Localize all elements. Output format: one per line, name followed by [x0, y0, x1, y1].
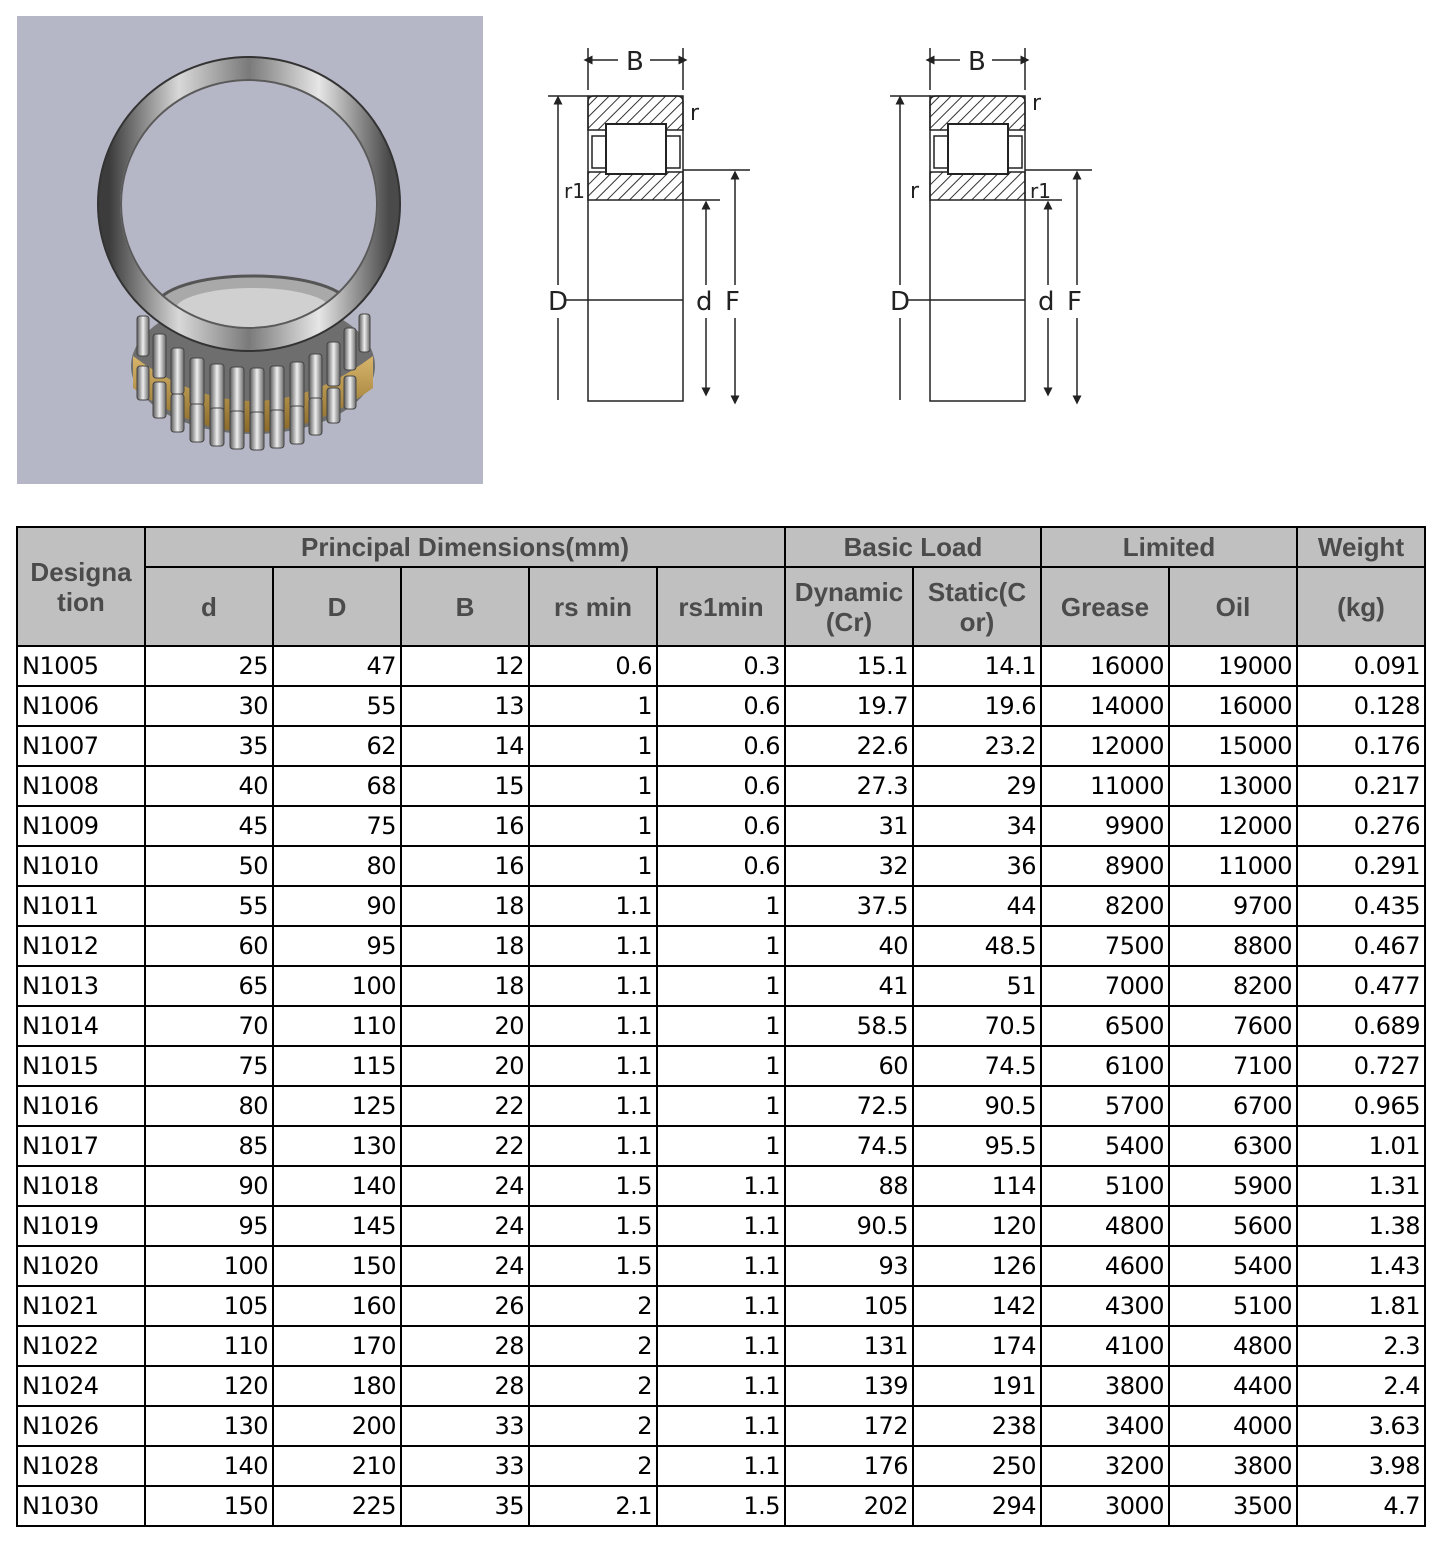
table-cell: 48.5 — [913, 926, 1041, 966]
designation-cell: N1005 — [17, 646, 145, 686]
table-cell: 1 — [657, 966, 785, 1006]
table-cell: 145 — [273, 1206, 401, 1246]
table-cell: 8800 — [1169, 926, 1297, 966]
table-row — [17, 766, 1425, 806]
table-cell: 1.1 — [657, 1286, 785, 1326]
table-cell: 105 — [145, 1286, 273, 1326]
table-cell: 1.1 — [529, 886, 657, 926]
table-row — [17, 1406, 1425, 1446]
table-cell: 75 — [145, 1046, 273, 1086]
table-cell: 2.3 — [1297, 1326, 1425, 1366]
designation-cell: N1013 — [17, 966, 145, 1006]
table-cell: 7000 — [1041, 966, 1169, 1006]
table-cell: 126 — [913, 1246, 1041, 1286]
table-cell: 60 — [785, 1046, 913, 1086]
table-cell: 20 — [401, 1006, 529, 1046]
table-cell: 19.7 — [785, 686, 913, 726]
bearing-diagram-right — [882, 40, 1102, 410]
table-cell: 1 — [529, 806, 657, 846]
table-cell: 0.291 — [1297, 846, 1425, 886]
table-cell: 100 — [273, 966, 401, 1006]
table-cell: 1 — [657, 926, 785, 966]
table-row — [17, 1126, 1425, 1166]
table-cell: 45 — [145, 806, 273, 846]
table-cell: 1.1 — [657, 1206, 785, 1246]
table-cell: 7600 — [1169, 1006, 1297, 1046]
table-cell: 1.1 — [529, 966, 657, 1006]
table-cell: 27.3 — [785, 766, 913, 806]
diagram-label-r1: r1 — [1030, 179, 1051, 203]
table-cell: 1.5 — [529, 1246, 657, 1286]
table-cell: 70 — [145, 1006, 273, 1046]
designation-cell: N1006 — [17, 686, 145, 726]
designation-cell: N1028 — [17, 1446, 145, 1486]
designation-cell: N1011 — [17, 886, 145, 926]
diagram-label-big-d: D — [890, 287, 911, 317]
table-cell: 3.63 — [1297, 1406, 1425, 1446]
diagram-label-b: B — [626, 47, 644, 77]
diagram-label-r: r — [1032, 91, 1042, 116]
table-cell: 22 — [401, 1086, 529, 1126]
table-cell: 32 — [785, 846, 913, 886]
table-cell: 225 — [273, 1486, 401, 1526]
table-cell: 191 — [913, 1366, 1041, 1406]
table-cell: 0.6 — [657, 846, 785, 886]
table-cell: 19000 — [1169, 646, 1297, 686]
table-cell: 15 — [401, 766, 529, 806]
table-cell: 12 — [401, 646, 529, 686]
table-cell: 90 — [273, 886, 401, 926]
table-cell: 120 — [913, 1206, 1041, 1246]
table-cell: 3500 — [1169, 1486, 1297, 1526]
table-cell: 180 — [273, 1366, 401, 1406]
table-cell: 1.1 — [657, 1246, 785, 1286]
table-cell: 1 — [657, 1006, 785, 1046]
table-row — [17, 1486, 1425, 1526]
table-cell: 174 — [913, 1326, 1041, 1366]
table-cell: 0.176 — [1297, 726, 1425, 766]
table-cell: 70.5 — [913, 1006, 1041, 1046]
table-cell: 139 — [785, 1366, 913, 1406]
table-cell: 1.1 — [529, 1126, 657, 1166]
table-cell: 51 — [913, 966, 1041, 1006]
table-cell: 0.091 — [1297, 646, 1425, 686]
table-cell: 4400 — [1169, 1366, 1297, 1406]
table-cell: 58.5 — [785, 1006, 913, 1046]
table-cell: 35 — [401, 1486, 529, 1526]
header-kg: (kg) — [1297, 567, 1425, 646]
table-cell: 75 — [273, 806, 401, 846]
table-cell: 36 — [913, 846, 1041, 886]
diagram-label-small-d: d — [696, 287, 713, 317]
table-cell: 130 — [145, 1406, 273, 1446]
table-cell: 33 — [401, 1446, 529, 1486]
table-cell: 85 — [145, 1126, 273, 1166]
table-cell: 114 — [913, 1166, 1041, 1206]
table-cell: 62 — [273, 726, 401, 766]
table-cell: 90.5 — [785, 1206, 913, 1246]
table-cell: 2 — [529, 1406, 657, 1446]
table-cell: 34 — [913, 806, 1041, 846]
designation-cell: N1007 — [17, 726, 145, 766]
header-oil: Oil — [1169, 567, 1297, 646]
table-cell: 0.6 — [657, 806, 785, 846]
diagram-label-b: B — [968, 47, 986, 77]
table-cell: 18 — [401, 886, 529, 926]
table-cell: 90 — [145, 1166, 273, 1206]
table-cell: 0.477 — [1297, 966, 1425, 1006]
table-cell: 202 — [785, 1486, 913, 1526]
table-cell: 1 — [657, 1046, 785, 1086]
table-cell: 0.6 — [657, 766, 785, 806]
table-cell: 4600 — [1041, 1246, 1169, 1286]
table-cell: 3000 — [1041, 1486, 1169, 1526]
table-cell: 2 — [529, 1446, 657, 1486]
table-row — [17, 1326, 1425, 1366]
table-row — [17, 846, 1425, 886]
table-cell: 12000 — [1041, 726, 1169, 766]
table-row — [17, 1166, 1425, 1206]
table-cell: 5900 — [1169, 1166, 1297, 1206]
table-row — [17, 1246, 1425, 1286]
table-cell: 11000 — [1041, 766, 1169, 806]
designation-cell: N1008 — [17, 766, 145, 806]
table-cell: 0.467 — [1297, 926, 1425, 966]
table-cell: 4000 — [1169, 1406, 1297, 1446]
table-cell: 115 — [273, 1046, 401, 1086]
table-cell: 7500 — [1041, 926, 1169, 966]
table-cell: 16000 — [1041, 646, 1169, 686]
table-cell: 120 — [145, 1366, 273, 1406]
header-dynamic: Dynamic (Cr) — [785, 567, 913, 646]
table-cell: 172 — [785, 1406, 913, 1446]
table-row — [17, 1366, 1425, 1406]
table-cell: 1 — [657, 1086, 785, 1126]
table-cell: 1.5 — [529, 1166, 657, 1206]
designation-cell: N1026 — [17, 1406, 145, 1446]
header-limited: Limited — [1041, 527, 1297, 567]
table-cell: 160 — [273, 1286, 401, 1326]
table-cell: 1.5 — [529, 1206, 657, 1246]
table-cell: 5400 — [1041, 1126, 1169, 1166]
table-cell: 1 — [657, 1126, 785, 1166]
header-static: Static(C or) — [913, 567, 1041, 646]
table-cell: 24 — [401, 1246, 529, 1286]
table-cell: 0.128 — [1297, 686, 1425, 726]
table-row — [17, 1286, 1425, 1326]
table-cell: 14.1 — [913, 646, 1041, 686]
table-cell: 1 — [529, 766, 657, 806]
table-row — [17, 1446, 1425, 1486]
designation-cell: N1014 — [17, 1006, 145, 1046]
table-cell: 88 — [785, 1166, 913, 1206]
table-cell: 1.38 — [1297, 1206, 1425, 1246]
table-cell: 2 — [529, 1286, 657, 1326]
table-cell: 16 — [401, 806, 529, 846]
table-cell: 12000 — [1169, 806, 1297, 846]
table-cell: 24 — [401, 1166, 529, 1206]
table-cell: 130 — [273, 1126, 401, 1166]
table-cell: 170 — [273, 1326, 401, 1366]
table-cell: 6300 — [1169, 1126, 1297, 1166]
header-grease: Grease — [1041, 567, 1169, 646]
table-cell: 0.689 — [1297, 1006, 1425, 1046]
table-cell: 1 — [529, 726, 657, 766]
header-big-d: D — [273, 567, 401, 646]
table-cell: 3800 — [1169, 1446, 1297, 1486]
table-cell: 68 — [273, 766, 401, 806]
table-cell: 23.2 — [913, 726, 1041, 766]
table-cell: 1 — [657, 886, 785, 926]
table-cell: 6500 — [1041, 1006, 1169, 1046]
table-cell: 1.43 — [1297, 1246, 1425, 1286]
table-cell: 22.6 — [785, 726, 913, 766]
table-cell: 150 — [145, 1486, 273, 1526]
table-cell: 3.98 — [1297, 1446, 1425, 1486]
table-cell: 210 — [273, 1446, 401, 1486]
table-row — [17, 806, 1425, 846]
bearing-photo — [17, 16, 483, 484]
table-row — [17, 886, 1425, 926]
table-cell: 4.7 — [1297, 1486, 1425, 1526]
table-cell: 47 — [273, 646, 401, 686]
table-cell: 44 — [913, 886, 1041, 926]
table-cell: 30 — [145, 686, 273, 726]
table-cell: 140 — [273, 1166, 401, 1206]
table-cell: 95 — [273, 926, 401, 966]
table-cell: 72.5 — [785, 1086, 913, 1126]
table-cell: 3800 — [1041, 1366, 1169, 1406]
table-cell: 238 — [913, 1406, 1041, 1446]
designation-cell: N1020 — [17, 1246, 145, 1286]
table-cell: 24 — [401, 1206, 529, 1246]
table-row — [17, 1046, 1425, 1086]
table-cell: 14 — [401, 726, 529, 766]
table-cell: 1 — [529, 686, 657, 726]
diagram-label-r1: r1 — [564, 179, 585, 203]
table-cell: 125 — [273, 1086, 401, 1126]
table-cell: 0.6 — [529, 646, 657, 686]
table-cell: 2 — [529, 1326, 657, 1366]
table-cell: 8900 — [1041, 846, 1169, 886]
table-cell: 28 — [401, 1366, 529, 1406]
table-cell: 40 — [785, 926, 913, 966]
table-cell: 3200 — [1041, 1446, 1169, 1486]
table-cell: 15.1 — [785, 646, 913, 686]
table-cell: 60 — [145, 926, 273, 966]
diagram-label-big-d: D — [548, 287, 569, 317]
table-cell: 33 — [401, 1406, 529, 1446]
table-cell: 250 — [913, 1446, 1041, 1486]
table-cell: 20 — [401, 1046, 529, 1086]
table-cell: 6700 — [1169, 1086, 1297, 1126]
table-cell: 90.5 — [913, 1086, 1041, 1126]
table-cell: 1.31 — [1297, 1166, 1425, 1206]
designation-cell: N1016 — [17, 1086, 145, 1126]
diagram-label-f: F — [1067, 287, 1082, 317]
table-cell: 1.1 — [657, 1166, 785, 1206]
table-cell: 0.217 — [1297, 766, 1425, 806]
table-cell: 19.6 — [913, 686, 1041, 726]
bearing-diagram-left — [540, 40, 760, 410]
table-cell: 22 — [401, 1126, 529, 1166]
table-body — [17, 646, 1425, 1526]
table-cell: 5600 — [1169, 1206, 1297, 1246]
table-cell: 200 — [273, 1406, 401, 1446]
table-cell: 14000 — [1041, 686, 1169, 726]
table-cell: 31 — [785, 806, 913, 846]
designation-cell: N1018 — [17, 1166, 145, 1206]
designation-cell: N1017 — [17, 1126, 145, 1166]
table-cell: 294 — [913, 1486, 1041, 1526]
designation-cell: N1012 — [17, 926, 145, 966]
table-row — [17, 726, 1425, 766]
table-cell: 5400 — [1169, 1246, 1297, 1286]
table-cell: 0.6 — [657, 726, 785, 766]
table-cell: 0.6 — [657, 686, 785, 726]
designation-cell: N1022 — [17, 1326, 145, 1366]
header-rs-min: rs min — [529, 567, 657, 646]
designation-cell: N1024 — [17, 1366, 145, 1406]
bearing-spec-table — [16, 526, 1426, 1527]
diagram-label-r-left: r — [910, 179, 920, 204]
table-cell: 28 — [401, 1326, 529, 1366]
table-cell: 29 — [913, 766, 1041, 806]
table-cell: 131 — [785, 1326, 913, 1366]
table-cell: 15000 — [1169, 726, 1297, 766]
table-cell: 18 — [401, 926, 529, 966]
table-cell: 1.81 — [1297, 1286, 1425, 1326]
table-cell: 25 — [145, 646, 273, 686]
header-rs1-min: rs1min — [657, 567, 785, 646]
table-cell: 5700 — [1041, 1086, 1169, 1126]
table-cell: 0.435 — [1297, 886, 1425, 926]
table-cell: 1.1 — [529, 1046, 657, 1086]
table-cell: 4100 — [1041, 1326, 1169, 1366]
table-cell: 142 — [913, 1286, 1041, 1326]
table-cell: 8200 — [1169, 966, 1297, 1006]
table-cell: 65 — [145, 966, 273, 1006]
table-cell: 1.1 — [657, 1446, 785, 1486]
table-cell: 80 — [145, 1086, 273, 1126]
table-cell: 1.1 — [657, 1366, 785, 1406]
header-b: B — [401, 567, 529, 646]
table-row — [17, 686, 1425, 726]
table-cell: 3400 — [1041, 1406, 1169, 1446]
table-row — [17, 1006, 1425, 1046]
table-cell: 1.1 — [529, 1006, 657, 1046]
header-basic-load: Basic Load — [785, 527, 1041, 567]
header-principal-dimensions: Principal Dimensions(mm) — [145, 527, 785, 567]
designation-cell: N1019 — [17, 1206, 145, 1246]
designation-cell: N1009 — [17, 806, 145, 846]
table-row — [17, 926, 1425, 966]
table-cell: 7100 — [1169, 1046, 1297, 1086]
table-cell: 40 — [145, 766, 273, 806]
table-cell: 4800 — [1041, 1206, 1169, 1246]
table-cell: 11000 — [1169, 846, 1297, 886]
table-cell: 1.5 — [657, 1486, 785, 1526]
table-cell: 5100 — [1041, 1166, 1169, 1206]
table-cell: 4800 — [1169, 1326, 1297, 1366]
table-cell: 37.5 — [785, 886, 913, 926]
header-weight: Weight — [1297, 527, 1425, 567]
designation-cell: N1010 — [17, 846, 145, 886]
table-cell: 2.4 — [1297, 1366, 1425, 1406]
table-cell: 110 — [273, 1006, 401, 1046]
designation-cell: N1015 — [17, 1046, 145, 1086]
table-row — [17, 1206, 1425, 1246]
table-cell: 0.727 — [1297, 1046, 1425, 1086]
table-cell: 13000 — [1169, 766, 1297, 806]
table-cell: 55 — [145, 886, 273, 926]
table-cell: 16 — [401, 846, 529, 886]
diagram-label-r: r — [690, 101, 700, 126]
table-cell: 9900 — [1041, 806, 1169, 846]
table-cell: 176 — [785, 1446, 913, 1486]
table-cell: 80 — [273, 846, 401, 886]
table-cell: 26 — [401, 1286, 529, 1326]
table-cell: 13 — [401, 686, 529, 726]
table-cell: 41 — [785, 966, 913, 1006]
table-cell: 140 — [145, 1446, 273, 1486]
table-cell: 93 — [785, 1246, 913, 1286]
table-cell: 5100 — [1169, 1286, 1297, 1326]
table-cell: 18 — [401, 966, 529, 1006]
table-cell: 0.965 — [1297, 1086, 1425, 1126]
table-cell: 0.276 — [1297, 806, 1425, 846]
table-cell: 1 — [529, 846, 657, 886]
table-cell: 9700 — [1169, 886, 1297, 926]
table-cell: 1.1 — [529, 1086, 657, 1126]
table-cell: 8200 — [1041, 886, 1169, 926]
table-cell: 35 — [145, 726, 273, 766]
designation-cell: N1030 — [17, 1486, 145, 1526]
table-cell: 2.1 — [529, 1486, 657, 1526]
table-cell: 0.3 — [657, 646, 785, 686]
table-cell: 95 — [145, 1206, 273, 1246]
table-cell: 100 — [145, 1246, 273, 1286]
diagram-label-f: F — [725, 287, 740, 317]
table-cell: 1.1 — [529, 926, 657, 966]
table-cell: 1.1 — [657, 1326, 785, 1366]
designation-cell: N1021 — [17, 1286, 145, 1326]
table-cell: 105 — [785, 1286, 913, 1326]
table-cell: 55 — [273, 686, 401, 726]
table-cell: 16000 — [1169, 686, 1297, 726]
table-cell: 150 — [273, 1246, 401, 1286]
table-cell: 1.01 — [1297, 1126, 1425, 1166]
table-row — [17, 646, 1425, 686]
table-row — [17, 966, 1425, 1006]
table-cell: 74.5 — [913, 1046, 1041, 1086]
table-cell: 74.5 — [785, 1126, 913, 1166]
table-row — [17, 1086, 1425, 1126]
table-cell: 2 — [529, 1366, 657, 1406]
header-designation: Designa tion — [17, 527, 145, 646]
table-cell: 110 — [145, 1326, 273, 1366]
table-cell: 4300 — [1041, 1286, 1169, 1326]
table-cell: 6100 — [1041, 1046, 1169, 1086]
table-cell: 50 — [145, 846, 273, 886]
table-cell: 95.5 — [913, 1126, 1041, 1166]
header-d: d — [145, 567, 273, 646]
table-cell: 1.1 — [657, 1406, 785, 1446]
diagram-label-small-d: d — [1038, 287, 1055, 317]
